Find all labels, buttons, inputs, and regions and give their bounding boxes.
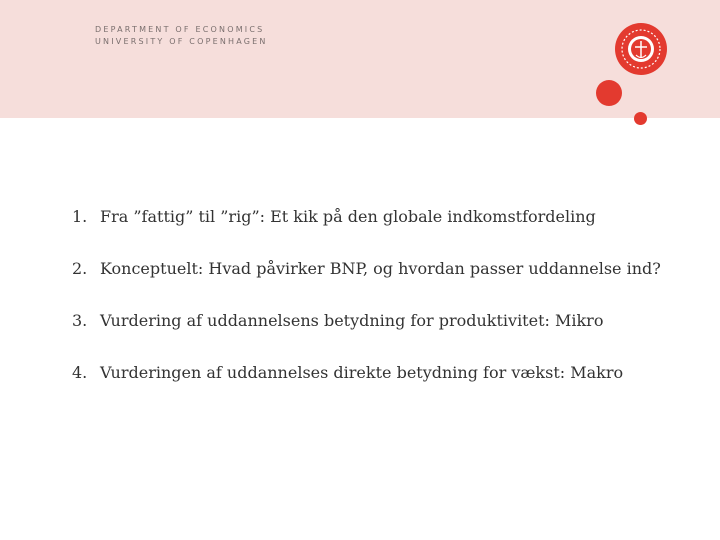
agenda-item-number: 3. [72, 311, 88, 330]
agenda-item-number: 4. [72, 363, 88, 382]
agenda-list [72, 206, 672, 414]
agenda-item-text: Fra ”fattig” til ”rig”: Et kik på den globale indkomstfordeling [100, 207, 596, 226]
university-seal-icon [614, 22, 668, 76]
agenda-item-number: 1. [72, 207, 88, 226]
agenda-item-text: Konceptuelt: Hvad påvirker BNP, og hvordan passer uddannelse ind? [100, 259, 661, 278]
department-name: DEPARTMENT OF ECONOMICS [95, 25, 265, 34]
agenda-item-text: Vurdering af uddannelsens betydning for produktivitet: Mikro [100, 311, 604, 330]
agenda-item [72, 258, 672, 280]
accent-dot-small [634, 112, 647, 125]
agenda-item-text: Vurderingen af uddannelses direkte betydning for vækst: Makro [100, 363, 624, 382]
agenda-item [72, 206, 672, 228]
university-name: UNIVERSITY OF COPENHAGEN [95, 37, 268, 46]
accent-dot-large [596, 80, 622, 106]
department-heading [95, 24, 268, 48]
agenda-item [72, 362, 672, 384]
agenda-item-number: 2. [72, 259, 88, 278]
agenda-item [72, 310, 672, 332]
